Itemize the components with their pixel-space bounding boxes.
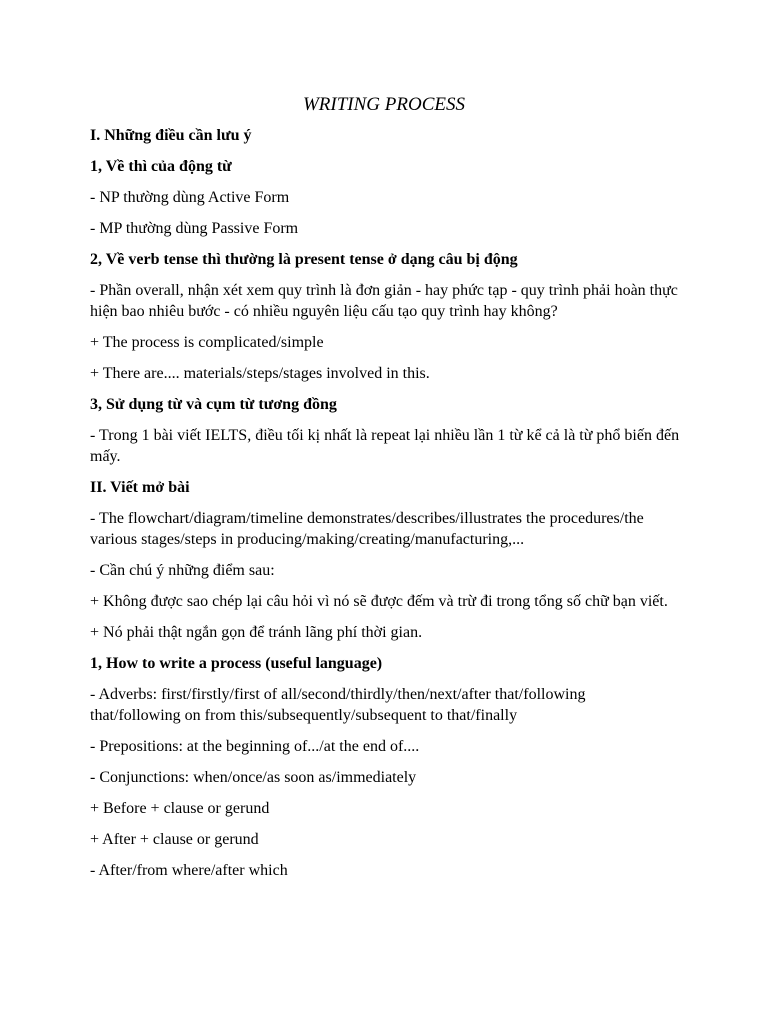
body-paragraph: - Trong 1 bài viết IELTS, điều tối kị nhất là repeat lại nhiều lần 1 từ kể cả là từ phổ biến đến mấy. bbox=[90, 427, 680, 465]
body-paragraph: - After/from where/after which bbox=[90, 862, 288, 879]
subsection-heading: 1, How to write a process (useful language) bbox=[90, 655, 383, 672]
body-paragraph: - Adverbs: first/firstly/first of all/second/thirdly/then/next/after that/following that/following on from this/subsequently/subsequent to that/finally bbox=[90, 686, 586, 724]
body-paragraph: - Prepositions: at the beginning of.../at the end of.... bbox=[90, 738, 420, 755]
body-paragraph: + There are.... materials/steps/stages involved in this. bbox=[90, 365, 430, 382]
section-heading: I. Những điều cần lưu ý bbox=[90, 127, 252, 144]
body-paragraph: - NP thường dùng Active Form bbox=[90, 189, 290, 206]
body-paragraph: + After + clause or gerund bbox=[90, 831, 259, 848]
body-paragraph: + The process is complicated/simple bbox=[90, 334, 324, 351]
body-paragraph: - Phần overall, nhận xét xem quy trình là đơn giản - hay phức tạp - quy trình phải hoàn thực hiện bao nhiêu bước - có nhiều nguyên liệu cấu tạo quy trình hay không? bbox=[90, 282, 678, 320]
body-paragraph: + Không được sao chép lại câu hỏi vì nó sẽ được đếm và trừ đi trong tổng số chữ bạn viết. bbox=[90, 593, 668, 610]
document-title: WRITING PROCESS bbox=[302, 94, 465, 115]
subsection-heading: 2, Về verb tense thì thường là present tense ở dạng câu bị động bbox=[90, 251, 518, 268]
document-page bbox=[90, 93, 680, 891]
body-paragraph: - The flowchart/diagram/timeline demonstrates/describes/illustrates the procedures/the various stages/steps in producing/making/creating/manufacturing,... bbox=[90, 510, 644, 548]
subsection-heading: 3, Sử dụng từ và cụm từ tương đồng bbox=[90, 396, 337, 413]
body-paragraph: - Conjunctions: when/once/as soon as/immediately bbox=[90, 769, 417, 786]
body-paragraph: + Before + clause or gerund bbox=[90, 800, 270, 817]
body-paragraph: - Cần chú ý những điểm sau: bbox=[90, 562, 275, 579]
section-heading: II. Viết mở bài bbox=[90, 479, 190, 496]
subsection-heading: 1, Về thì của động từ bbox=[90, 158, 232, 175]
body-paragraph: + Nó phải thật ngắn gọn để tránh lãng phí thời gian. bbox=[90, 624, 423, 641]
body-paragraph: - MP thường dùng Passive Form bbox=[90, 220, 299, 237]
